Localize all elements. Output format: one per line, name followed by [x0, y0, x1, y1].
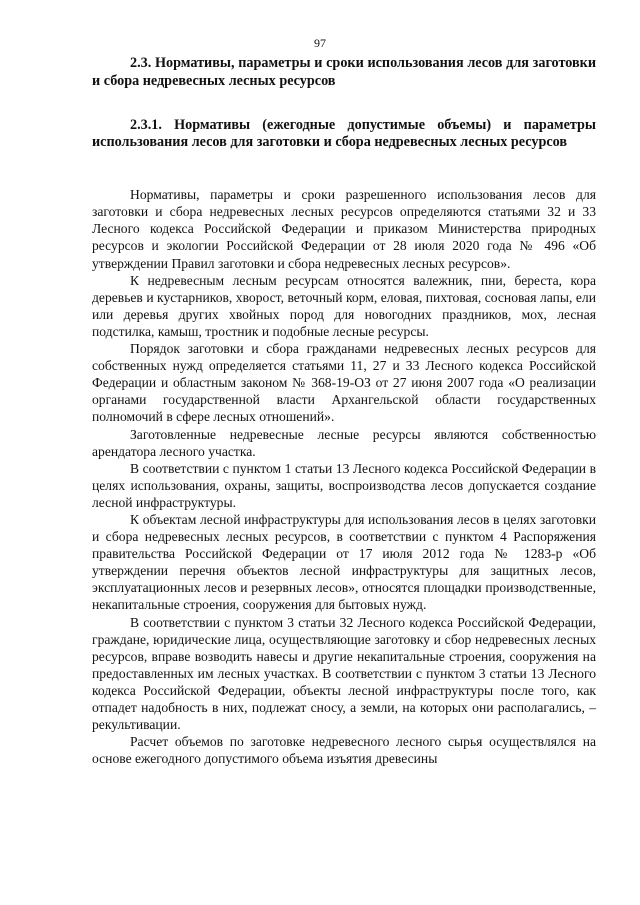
- paragraph: Порядок заготовки и сбора гражданами недревесных лесных ресурсов для собственных нужд определяется статьями 11, 27 и 33 Лесного кодекса Российской Федерации и областным законом № 368-19-ОЗ от 27 июня 2007 года «О реализации органами государственной власти Архангельской области государственных полномочий в сфере лесных отношений».: [92, 341, 596, 425]
- subsection-heading: 2.3.1. Нормативы (ежегодные допустимые объемы) и параметры использования лесов для заготовки и сбора недревесных лесных ресурсов: [92, 116, 596, 151]
- paragraph: К объектам лесной инфраструктуры для использования лесов в целях заготовки и сбора недревесных лесных ресурсов, в соответствии с пунктом 4 Распоряжения правительства Российской Федерации от 17 июля 2012 года № 1283-р «Об утверждении перечня объектов лесной инфраструктуры для защитных лесов, эксплуатационных лесов и резервных лесов», относятся площадки производственные, некапитальные строения, сооружения для бытовых нужд.: [92, 511, 596, 613]
- paragraph: В соответствии с пунктом 3 статьи 32 Лесного кодекса Российской Федерации, граждане, юридические лица, осуществляющие заготовку и сбор недревесных лесных ресурсов, вправе возводить навесы и другие некапитальные строения, сооружения на предоставленных им лесных участках. В соответствии с пунктом 3 статьи 13 Лесного кодекса Российской Федерации, объекты лесной инфраструктуры после того, как отпадет надобность в них, подлежат сносу, а земли, на которых они располагались, – рекультивации.: [92, 614, 596, 733]
- paragraph: Заготовленные недревесные лесные ресурсы являются собственностью арендатора лесного участка.: [92, 426, 596, 459]
- paragraph: К недревесным лесным ресурсам относятся валежник, пни, береста, кора деревьев и кустарников, хворост, веточный корм, еловая, пихтовая, сосновая лапы, ели или деревья других хвойных пород для новогодних праздников, мох, лесная подстилка, камыш, тростник и подобные лесные ресурсы.: [92, 272, 596, 339]
- paragraph: Расчет объемов по заготовке недревесного лесного сырья осуществлялся на основе ежегодного допустимого объема изъятия древесины: [92, 734, 596, 767]
- body-text: [92, 186, 596, 767]
- paragraph: В соответствии с пунктом 1 статьи 13 Лесного кодекса Российской Федерации в целях использования, охраны, защиты, воспроизводства лесов допускается создание лесной инфраструктуры.: [92, 460, 596, 510]
- paragraph: Нормативы, параметры и сроки разрешенного использования лесов для заготовки и сбора недревесных лесных ресурсов определяются статьями 32 и 33 Лесного кодекса Российской Федерации и приказом Министерства природных ресурсов и экологии Российской Федерации от 28 июля 2020 года № 496 «Об утверждении Правил заготовки и сбора недревесных лесных ресурсов».: [92, 187, 596, 271]
- section-heading: 2.3. Нормативы, параметры и сроки использования лесов для заготовки и сбора недревесных лесных ресурсов: [92, 55, 596, 89]
- page-content: [92, 55, 596, 767]
- page-number: 97: [314, 36, 326, 50]
